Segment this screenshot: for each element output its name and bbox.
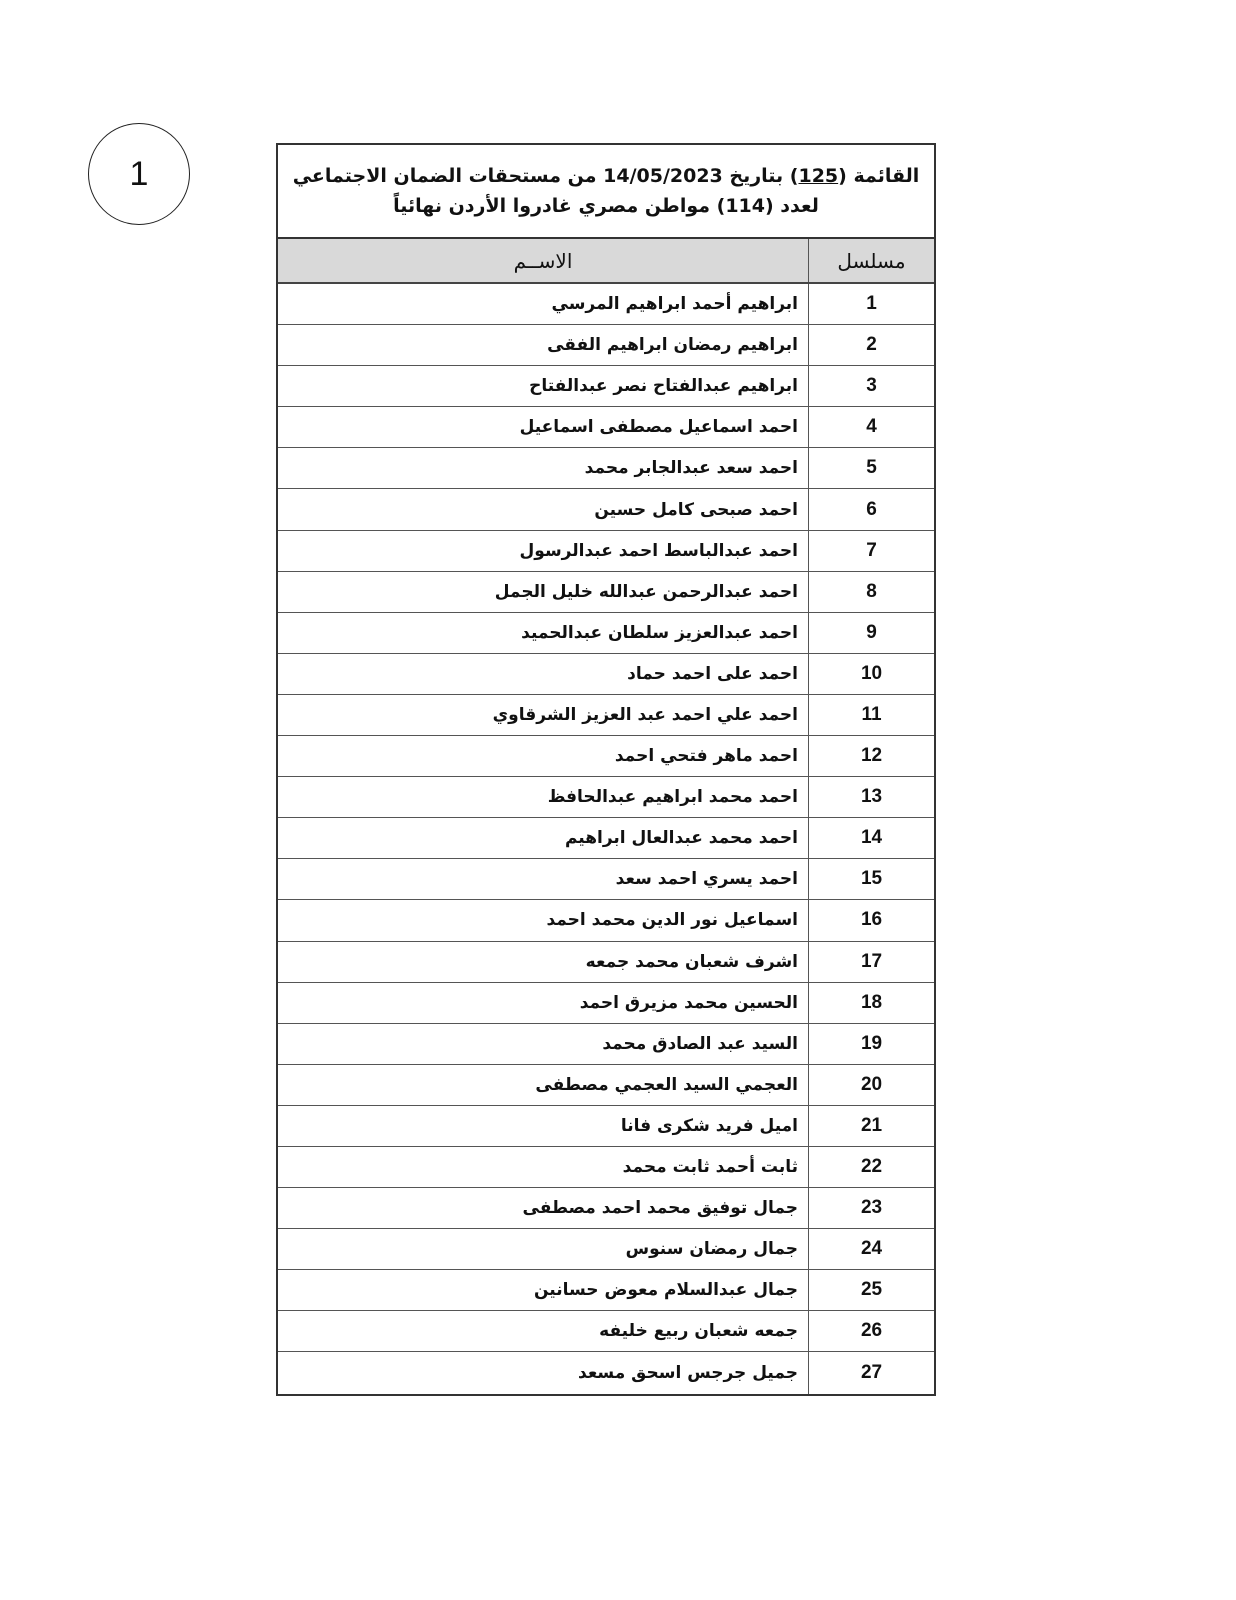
serial-cell: 2 <box>808 325 934 365</box>
page-number: 1 <box>129 154 149 193</box>
table-row <box>278 859 934 900</box>
column-header-name: الاســم <box>513 248 573 273</box>
serial-cell: 20 <box>808 1065 934 1105</box>
name-cell: احمد على احمد حماد <box>627 663 798 684</box>
serial-cell: 1 <box>808 284 934 324</box>
name-cell: جمال توفيق محمد احمد مصطفى <box>522 1198 798 1219</box>
serial-cell: 24 <box>808 1229 934 1269</box>
name-cell: احمد عبدالعزيز سلطان عبدالحميد <box>521 622 798 643</box>
table-row <box>278 942 934 983</box>
table-row <box>278 613 934 654</box>
serial-cell: 22 <box>808 1147 934 1187</box>
name-cell: جمال عبدالسلام معوض حسانين <box>534 1280 798 1301</box>
name-cell: اشرف شعبان محمد جمعه <box>585 951 798 972</box>
table-row <box>278 1311 934 1352</box>
name-cell: احمد عبدالباسط احمد عبدالرسول <box>519 540 798 561</box>
table-row <box>278 695 934 736</box>
title-prefix: القائمة ( <box>838 165 920 187</box>
serial-cell: 26 <box>808 1311 934 1351</box>
serial-cell: 14 <box>808 818 934 858</box>
serial-cell: 15 <box>808 859 934 899</box>
table-row <box>278 1188 934 1229</box>
name-cell: السيد عبد الصادق محمد <box>602 1033 798 1054</box>
name-cell: ابراهيم أحمد ابراهيم المرسي <box>551 294 798 315</box>
table-row <box>278 366 934 407</box>
table-row <box>278 983 934 1024</box>
serial-cell: 25 <box>808 1270 934 1310</box>
serial-cell: 19 <box>808 1024 934 1064</box>
table-row <box>278 489 934 530</box>
table-row <box>278 1065 934 1106</box>
table-row <box>278 777 934 818</box>
serial-cell: 7 <box>808 531 934 571</box>
name-cell: احمد ماهر فتحي احمد <box>614 746 798 767</box>
name-cell: جمعه شعبان ربيع خليفه <box>599 1321 798 1342</box>
serial-cell: 17 <box>808 942 934 982</box>
name-cell: ابراهيم رمضان ابراهيم الفقى <box>547 335 798 356</box>
title-line-2: لعدد (114) مواطن مصري غادروا الأردن نهائياً <box>393 195 819 217</box>
serial-cell: 9 <box>808 613 934 653</box>
table-body <box>278 284 934 1394</box>
serial-cell: 18 <box>808 983 934 1023</box>
serial-cell: 5 <box>808 448 934 488</box>
title-suffix: ) بتاريخ 14/05/2023 من مستحقات الضمان الاجتماعي <box>292 165 799 187</box>
name-cell: جمال رمضان سنوس <box>625 1239 798 1260</box>
serial-cell: 12 <box>808 736 934 776</box>
serial-cell: 4 <box>808 407 934 447</box>
page-number-circle <box>88 123 190 225</box>
name-cell: احمد محمد ابراهيم عبدالحافظ <box>547 787 798 808</box>
table-row <box>278 654 934 695</box>
name-cell: اميل فريد شكرى فانا <box>620 1115 798 1136</box>
serial-cell: 16 <box>808 900 934 940</box>
table-row <box>278 736 934 777</box>
table-row <box>278 900 934 941</box>
table-row <box>278 284 934 325</box>
serial-cell: 3 <box>808 366 934 406</box>
table-row <box>278 1229 934 1270</box>
serial-cell: 13 <box>808 777 934 817</box>
name-cell: الحسين محمد مزيرق احمد <box>579 992 798 1013</box>
name-cell: احمد اسماعيل مصطفى اسماعيل <box>519 417 798 438</box>
name-cell: ابراهيم عبدالفتاح نصر عبدالفتاح <box>529 376 798 397</box>
title-line-1 <box>293 161 920 191</box>
table-row <box>278 1106 934 1147</box>
name-cell: احمد محمد عبدالعال ابراهيم <box>564 828 798 849</box>
table-title <box>278 145 934 239</box>
name-cell: احمد سعد عبدالجابر محمد <box>584 458 798 479</box>
name-cell: جميل جرجس اسحق مسعد <box>578 1362 798 1383</box>
serial-cell: 21 <box>808 1106 934 1146</box>
serial-cell: 10 <box>808 654 934 694</box>
table-row <box>278 325 934 366</box>
table-row <box>278 1147 934 1188</box>
table-row <box>278 1270 934 1311</box>
serial-cell: 27 <box>808 1352 934 1393</box>
name-cell: احمد يسري احمد سعد <box>615 869 798 890</box>
serial-cell: 6 <box>808 489 934 529</box>
table-row <box>278 572 934 613</box>
name-cell: احمد عبدالرحمن عبدالله خليل الجمل <box>494 581 798 602</box>
name-cell: العجمي السيد العجمي مصطفى <box>535 1074 798 1095</box>
table-row <box>278 407 934 448</box>
name-cell: احمد صبحى كامل حسين <box>594 499 798 520</box>
table-row <box>278 818 934 859</box>
serial-cell: 23 <box>808 1188 934 1228</box>
column-header-serial: مسلسل <box>808 239 934 282</box>
table-row <box>278 448 934 489</box>
table-row <box>278 1352 934 1393</box>
column-header-row <box>278 239 934 284</box>
table-row <box>278 1024 934 1065</box>
table-row <box>278 531 934 572</box>
name-cell: احمد علي احمد عبد العزيز الشرقاوي <box>492 704 798 725</box>
names-table <box>276 143 936 1396</box>
serial-cell: 8 <box>808 572 934 612</box>
name-cell: ثابت أحمد ثابت محمد <box>622 1157 798 1178</box>
list-number: 125 <box>798 165 839 187</box>
name-cell: اسماعيل نور الدين محمد احمد <box>546 910 798 931</box>
serial-cell: 11 <box>808 695 934 735</box>
